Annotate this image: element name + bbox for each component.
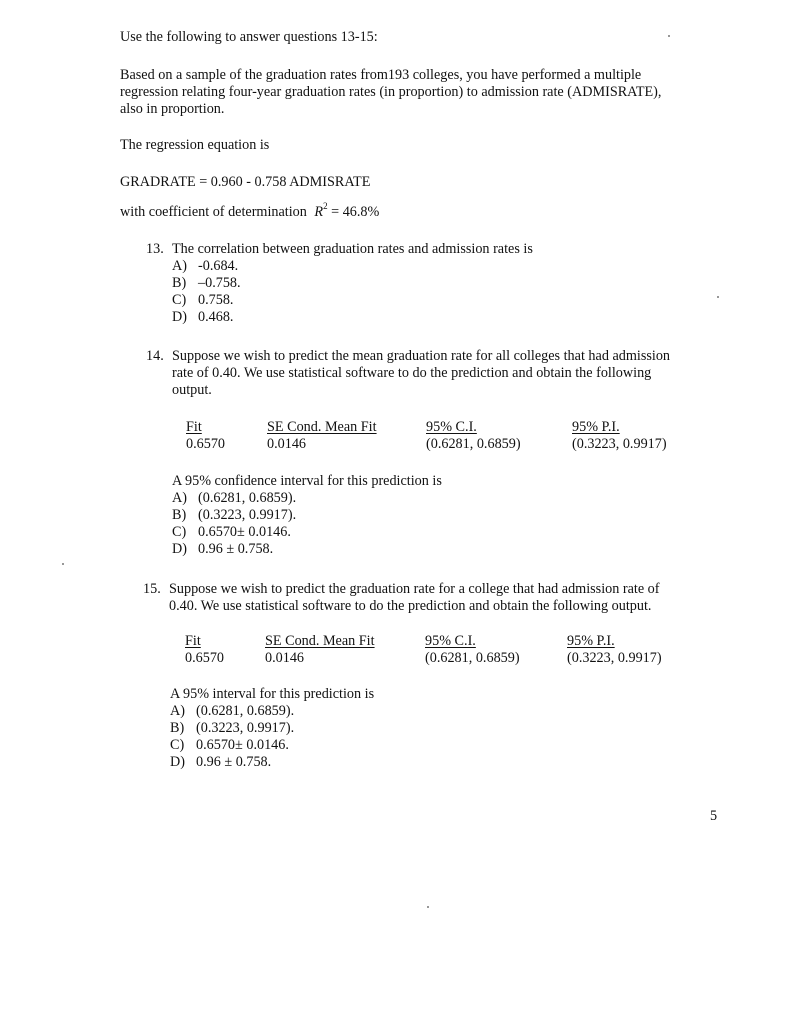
coef-text: with coefficient of determination (120, 204, 307, 220)
option-d (170, 754, 374, 771)
coefficient-of-determination (120, 201, 380, 221)
page-number: 5 (710, 808, 718, 824)
option-b (172, 275, 533, 292)
question-line: rate of 0.40. We use statistical software to do the prediction and obtain the following (172, 365, 652, 381)
option-letter: B) (172, 507, 187, 523)
option-text: (0.3223, 0.9917). (198, 507, 297, 523)
option-letter: B) (170, 720, 185, 736)
table-value-ci: (0.6281, 0.6859) (425, 650, 520, 666)
option-a (172, 258, 533, 275)
question-body (172, 348, 670, 399)
coef-exponent: 2 (323, 201, 328, 212)
option-letter: C) (170, 737, 185, 753)
option-text: 0.6570± 0.0146. (198, 524, 291, 540)
table-header-fit: Fit (185, 633, 201, 649)
question-number: 15. (143, 581, 161, 597)
table-header-ci: 95% C.I. (425, 633, 476, 649)
question-number: 13. (146, 241, 164, 257)
intro-text: Use the following to answer questions 13-15: (120, 29, 378, 45)
question-body (169, 581, 660, 615)
context-line: regression relating four-year graduation rates (in proportion) to admission rate (ADMISRATE), (120, 84, 662, 100)
question-body (172, 241, 533, 326)
option-letter: A) (172, 490, 187, 506)
option-a (172, 490, 442, 507)
option-c (172, 292, 533, 309)
question-line: Suppose we wish to predict the graduation rate for a college that had admission rate of (169, 581, 660, 597)
table-value-se: 0.0146 (267, 436, 307, 452)
scan-speck (717, 296, 719, 298)
question-prompt: A 95% confidence interval for this prediction is (172, 473, 442, 489)
question-line: output. (172, 382, 212, 398)
option-text: (0.6281, 0.6859). (198, 490, 297, 506)
question-prompt: A 95% interval for this prediction is (170, 686, 375, 702)
option-text: 0.758. (198, 292, 234, 308)
scan-speck (668, 35, 670, 37)
coef-value: = 46.8% (327, 204, 380, 220)
equation-intro: The regression equation is (120, 137, 270, 153)
table-value-fit: 0.6570 (186, 436, 226, 452)
table-value-se: 0.0146 (265, 650, 305, 666)
table-header-fit: Fit (186, 419, 202, 435)
question-line: Suppose we wish to predict the mean graduation rate for all colleges that had admission (172, 348, 671, 364)
regression-equation: GRADRATE = 0.960 - 0.758 ADMISRATE (120, 174, 371, 190)
option-text: -0.684. (198, 258, 239, 274)
option-letter: D) (172, 541, 187, 557)
question-14-answers (172, 473, 442, 558)
option-text: 0.96 ± 0.758. (198, 541, 274, 557)
question-15-answers (170, 686, 374, 771)
question-number: 14. (146, 348, 164, 364)
question-text: The correlation between graduation rates and admission rates is (172, 241, 533, 257)
option-text: 0.96 ± 0.758. (196, 754, 272, 770)
coef-symbol: R (314, 204, 324, 220)
option-d (172, 309, 533, 326)
table-header-se: SE Cond. Mean Fit (265, 633, 375, 649)
option-letter: A) (172, 258, 187, 274)
table-header-pi: 95% P.I. (567, 633, 615, 649)
table-value-pi: (0.3223, 0.9917) (567, 650, 662, 666)
table-header-ci: 95% C.I. (426, 419, 477, 435)
context-paragraph (120, 67, 720, 118)
option-text: 0.468. (198, 309, 234, 325)
option-letter: D) (170, 754, 185, 770)
option-b (170, 720, 374, 737)
context-line: also in proportion. (120, 101, 225, 117)
option-text: –0.758. (198, 275, 241, 291)
option-text: 0.6570± 0.0146. (196, 737, 289, 753)
option-letter: C) (172, 292, 187, 308)
option-c (170, 737, 374, 754)
table-header-se: SE Cond. Mean Fit (267, 419, 377, 435)
table-value-fit: 0.6570 (185, 650, 225, 666)
table-value-pi: (0.3223, 0.9917) (572, 436, 667, 452)
table-value-ci: (0.6281, 0.6859) (426, 436, 521, 452)
context-line: Based on a sample of the graduation rates from193 colleges, you have performed a multiple (120, 67, 642, 83)
scan-speck (62, 563, 64, 565)
option-b (172, 507, 442, 524)
option-letter: C) (172, 524, 187, 540)
option-c (172, 524, 442, 541)
option-d (172, 541, 442, 558)
option-letter: A) (170, 703, 185, 719)
option-letter: B) (172, 275, 187, 291)
option-text: (0.3223, 0.9917). (196, 720, 295, 736)
scan-speck (427, 906, 429, 908)
option-letter: D) (172, 309, 187, 325)
option-a (170, 703, 374, 720)
table-header-pi: 95% P.I. (572, 419, 620, 435)
option-text: (0.6281, 0.6859). (196, 703, 295, 719)
question-line: 0.40. We use statistical software to do the prediction and obtain the following output. (169, 598, 652, 614)
